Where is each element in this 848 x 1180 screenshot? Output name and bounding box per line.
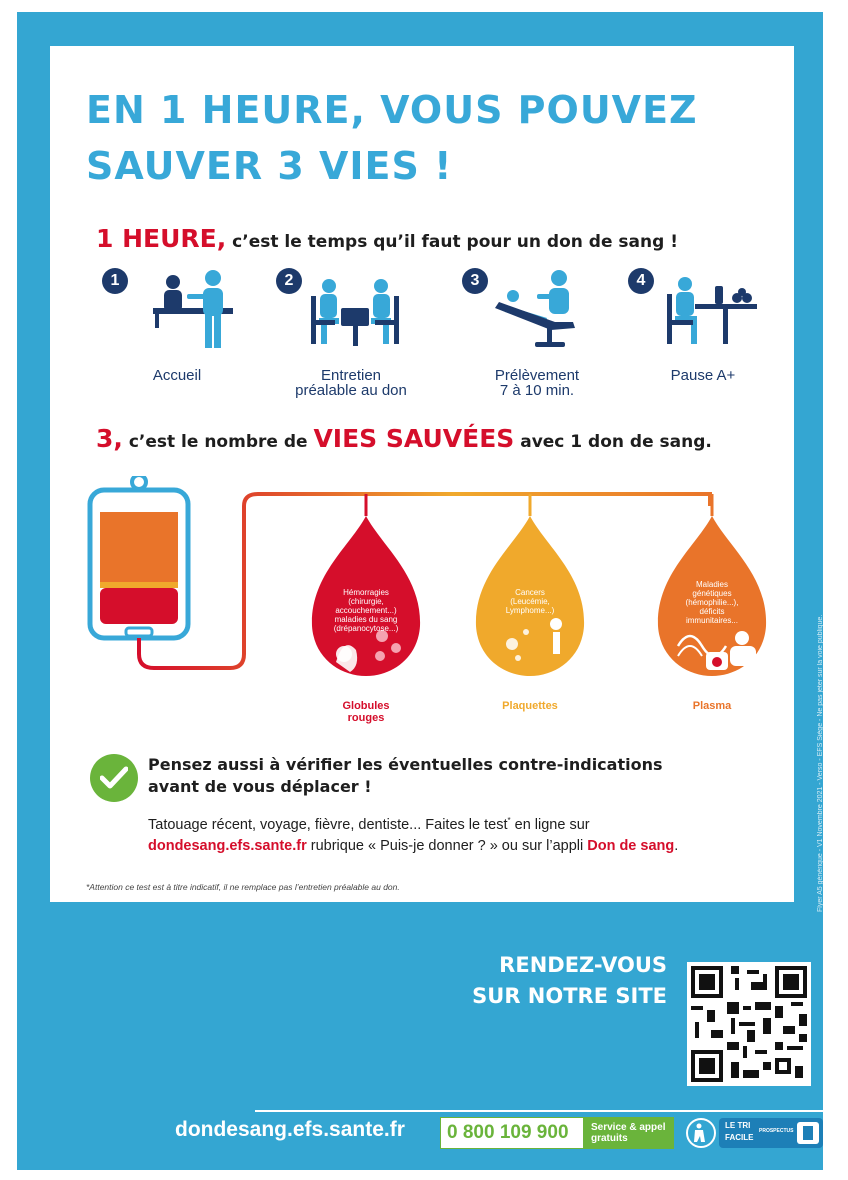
contraindications-line-1: Pensez aussi à vérifier les éventuelles contre-indications — [148, 755, 663, 774]
test-text-end: . — [674, 837, 679, 854]
phone-number: 0 800 109 900 — [447, 1122, 569, 1143]
one-hour-line — [96, 224, 678, 253]
title-line-2: SAUVER 3 VIES ! — [86, 144, 453, 188]
qr-code[interactable] — [687, 962, 811, 1086]
footer-divider — [255, 1110, 823, 1112]
test-text-part: en ligne sur — [510, 816, 590, 833]
title-line-1: EN 1 HEURE, VOUS POUVEZ — [86, 88, 698, 132]
blood-bag-icon — [90, 476, 188, 638]
visit-site-line-2: SUR NOTRE SITE — [472, 984, 667, 1008]
plasma-label: Plasma — [692, 700, 732, 712]
recycling-text-line-1: LE TRI — [725, 1121, 751, 1130]
eligibility-test-link[interactable]: dondesang.efs.sante.fr — [148, 837, 307, 854]
step-reception — [102, 268, 252, 383]
drop-text-line: immunitaires... — [685, 616, 738, 625]
step-label — [276, 368, 426, 398]
red-cells-drop-text — [320, 588, 412, 633]
step-snack — [628, 268, 778, 383]
step-label: Accueil — [152, 367, 202, 384]
eligibility-test-text — [148, 810, 788, 857]
recycling-logo — [685, 1116, 825, 1150]
blood-components-diagram — [50, 476, 794, 724]
step-label — [462, 368, 612, 398]
free-service-label — [583, 1118, 673, 1148]
interview-icon — [291, 268, 411, 356]
footnote-marker: * — [507, 816, 511, 825]
step-number: 1 — [102, 268, 128, 294]
snack-break-icon — [643, 268, 763, 356]
page-title — [86, 82, 736, 194]
step-label-line-1: Prélèvement — [494, 367, 580, 384]
drop-text-line: déficits — [699, 607, 725, 616]
three-lives-line — [96, 424, 712, 453]
platelets-label: Plaquettes — [502, 700, 558, 712]
step-label: Pause A+ — [670, 367, 736, 384]
info-card — [50, 46, 794, 902]
check-icon — [90, 754, 138, 802]
recycling-category: PROSPECTUS — [759, 1128, 794, 1134]
drop-text-line: Hémorragies — [343, 588, 389, 597]
contraindications-line-2: avant de vous déplacer ! — [148, 777, 372, 796]
platelets-drop-text — [490, 588, 570, 615]
donation-chair-icon — [477, 268, 597, 356]
free-service-line-1: Service & appel — [591, 1122, 666, 1133]
drop-text-line: accouchement...) — [335, 606, 397, 615]
drop-text-line: Lymphome...) — [505, 606, 555, 615]
test-text-part: rubrique « Puis-je donner ? » ou sur l’appli — [306, 837, 588, 854]
lives-saved-emphasis: VIES SAUVÉES — [313, 424, 515, 453]
three-lives-mid: c’est le nombre de — [128, 432, 308, 452]
one-hour-emphasis: 1 HEURE — [96, 224, 217, 253]
app-name-link[interactable]: Don de sang — [587, 837, 675, 854]
contraindications-heading — [148, 754, 748, 798]
footnote: *Attention ce test est à titre indicatif, il ne remplace pas l’entretien préalable au don. — [86, 882, 400, 892]
free-phone-badge[interactable] — [440, 1117, 674, 1149]
drop-text-line: Cancers — [515, 588, 545, 597]
drop-text-line: (drépanocytose...) — [333, 624, 399, 633]
one-hour-text: c’est le temps qu’il faut pour un don de sang ! — [232, 232, 678, 252]
drop-text-line: génétiques — [692, 589, 732, 598]
visit-site-heading — [427, 950, 667, 1012]
print-reference-text: Flyer A5 générique - V1 Novembre 2021 - Verso - EFS Siège - Ne pas jeter sur la voie publique. — [817, 614, 824, 912]
step-interview — [276, 268, 426, 398]
step-donation — [462, 268, 612, 398]
test-text-part: Tatouage récent, voyage, fièvre, dentiste... Faites le test — [148, 816, 508, 833]
reception-icon — [117, 268, 237, 356]
free-service-line-2: gratuits — [591, 1133, 628, 1144]
one-hour-comma: , — [216, 224, 227, 253]
visit-site-line-1: RENDEZ-VOUS — [499, 953, 667, 977]
drop-label-line: Globules — [342, 700, 390, 712]
three-lives-rest: avec 1 don de sang. — [520, 432, 712, 452]
plasma-drop-text — [676, 580, 748, 625]
poster-frame — [17, 12, 823, 1170]
step-number: 2 — [276, 268, 302, 294]
website-link[interactable]: dondesang.efs.sante.fr — [175, 1118, 405, 1141]
red-cells-label — [326, 700, 406, 724]
qr-code-icon — [687, 962, 811, 1086]
drop-text-line: (Leucémie, — [510, 597, 550, 606]
drop-text-line: Maladies — [695, 580, 728, 589]
three-emphasis: 3 — [96, 424, 114, 453]
recycling-text-line-2: FACILE — [725, 1133, 754, 1142]
drop-text-line: (hémophilie...), — [685, 598, 739, 607]
drop-label-line: rouges — [347, 712, 385, 724]
three-comma: , — [113, 424, 123, 453]
step-number: 3 — [462, 268, 488, 294]
step-label-line-2: préalable au don — [295, 382, 407, 399]
step-label-line-1: Entretien — [320, 367, 382, 384]
drop-text-line: maladies du sang — [334, 615, 398, 624]
drop-text-line: (chirurgie, — [348, 597, 384, 606]
step-number: 4 — [628, 268, 654, 294]
step-label-line-2: 7 à 10 min. — [499, 382, 575, 399]
recycling-icon — [685, 1116, 825, 1150]
